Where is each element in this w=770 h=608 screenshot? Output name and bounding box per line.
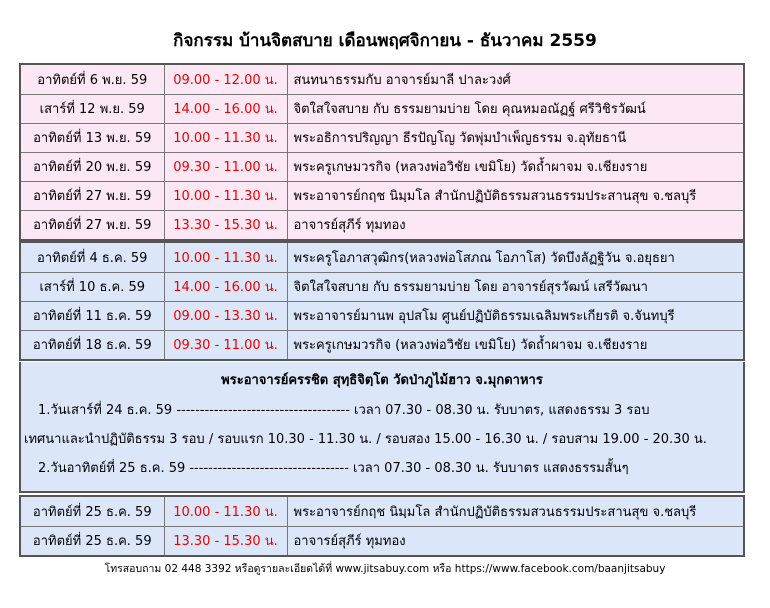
activity-cell: พระอาจารย์กฤช นิมฺมโล สำนักปฏิบัติธรรมสวนธรรมประสานสุข จ.ชลบุรี <box>287 497 743 526</box>
table-row <box>21 330 743 359</box>
time-cell: 09.00 - 12.00 น. <box>164 65 287 94</box>
time-cell: 10.00 - 11.30 น. <box>164 181 287 210</box>
table-row <box>21 301 743 330</box>
december-schedule <box>19 241 745 361</box>
table-row <box>21 123 743 152</box>
late-december-table <box>21 497 743 555</box>
date-cell: เสาร์ที่ 12 พ.ย. 59 <box>21 94 164 123</box>
activity-cell: พระอาจารย์กฤช นิมฺมโล สำนักปฏิบัติธรรมสวนธรรมประสานสุข จ.ชลบุรี <box>287 181 743 210</box>
november-schedule <box>19 63 745 241</box>
table-row <box>21 65 743 94</box>
time-cell: 13.30 - 15.30 น. <box>164 210 287 239</box>
page-title: กิจกรรม บ้านจิตสบาย เดือนพฤศจิกายน - ธันวาคม 2559 <box>173 31 597 51</box>
time-cell: 14.00 - 16.00 น. <box>164 94 287 123</box>
activity-cell: อาจารย์สุภีร์ ทุมทอง <box>287 526 743 555</box>
late-december-schedule <box>19 495 745 557</box>
date-cell: อาทิตย์ที่ 25 ธ.ค. 59 <box>21 497 164 526</box>
activity-cell: สนทนาธรรมกับ อาจารย์มาลี ปาละวงศ์ <box>287 65 743 94</box>
time-cell: 10.00 - 11.30 น. <box>164 497 287 526</box>
table-row <box>21 152 743 181</box>
date-cell: อาทิตย์ที่ 20 พ.ย. 59 <box>21 152 164 181</box>
table-row <box>21 497 743 526</box>
contact-footer: โทรสอบถาม 02 448 3392 หรือดูรายละเอียดได้ที่ www.jitsabuy.com หรือ https://www.facebook.com/baanjitsabuy <box>104 563 666 575</box>
time-cell: 09.00 - 13.30 น. <box>164 301 287 330</box>
table-row <box>21 181 743 210</box>
date-cell: อาทิตย์ที่ 27 พ.ย. 59 <box>21 181 164 210</box>
date-cell: อาทิตย์ที่ 18 ธ.ค. 59 <box>21 330 164 359</box>
time-cell: 13.30 - 15.30 น. <box>164 526 287 555</box>
date-cell: เสาร์ที่ 10 ธ.ค. 59 <box>21 272 164 301</box>
time-cell: 09.30 - 11.00 น. <box>164 330 287 359</box>
special-event-line-3: 2.วันอาทิตย์ที่ 25 ธ.ค. 59 ---------------------------------- เวลา 07.30 - 08.30 น. รับบาตร แสดงธรรมสั้นๆ <box>38 461 629 476</box>
date-cell: อาทิตย์ที่ 4 ธ.ค. 59 <box>21 243 164 272</box>
date-cell: อาทิตย์ที่ 6 พ.ย. 59 <box>21 65 164 94</box>
table-row <box>21 272 743 301</box>
time-cell: 10.00 - 11.30 น. <box>164 123 287 152</box>
activity-cell: พระครูเกษมวรกิจ (หลวงพ่อวิชัย เขมิโย) วัดถ้ำผาจม จ.เชียงราย <box>287 152 743 181</box>
special-event-line-2: เทศนาและนำปฏิบัติธรรม 3 รอบ / รอบแรก 10.30 - 11.30 น. / รอบสอง 15.00 - 16.30 น. / รอบสาม 19.00 - 20.30 น. <box>24 432 707 447</box>
date-cell: อาทิตย์ที่ 25 ธ.ค. 59 <box>21 526 164 555</box>
special-event-line-1: 1.วันเสาร์ที่ 24 ธ.ค. 59 ------------------------------------- เวลา 07.30 - 08.30 น. รับบาตร, แสดงธรรม 3 รอบ <box>38 403 650 418</box>
activity-cell: จิตใสใจสบาย กับ ธรรมยามบ่าย โดย คุณหมอณัฏฐ์ ศรีวิชิรวัฒน์ <box>287 94 743 123</box>
date-cell: อาทิตย์ที่ 13 พ.ย. 59 <box>21 123 164 152</box>
special-event-heading: พระอาจารย์ครรชิต สุทฺธิจิตฺโต วัดป่าภูไม้ฮาว จ.มุกดาหาร <box>221 373 543 388</box>
december-table <box>21 243 743 359</box>
activity-cell: พระอธิการปริญญา ธีรปัญโญ วัดพุ่มบำเพ็ญธรรม จ.อุทัยธานี <box>287 123 743 152</box>
activity-cell: อาจารย์สุภีร์ ทุมทอง <box>287 210 743 239</box>
november-table <box>21 65 743 239</box>
special-event-panel <box>19 362 745 493</box>
date-cell: อาทิตย์ที่ 11 ธ.ค. 59 <box>21 301 164 330</box>
activity-cell: พระครูโอภาสวุฒิกร(หลวงพ่อโสภณ โอภาโส) วัดบึงลัฏฐิวัน จ.อยุธยา <box>287 243 743 272</box>
table-row <box>21 94 743 123</box>
time-cell: 14.00 - 16.00 น. <box>164 272 287 301</box>
activity-cell: พระอาจารย์มานพ อุปสโม ศูนย์ปฏิบัติธรรมเฉลิมพระเกียรติ จ.จันทบุรี <box>287 301 743 330</box>
table-row <box>21 243 743 272</box>
activity-cell: จิตใสใจสบาย กับ ธรรมยามบ่าย โดย อาจารย์สุรวัฒน์ เสรีวัฒนา <box>287 272 743 301</box>
table-row <box>21 210 743 239</box>
time-cell: 10.00 - 11.30 น. <box>164 243 287 272</box>
table-row <box>21 526 743 555</box>
activity-cell: พระครูเกษมวรกิจ (หลวงพ่อวิชัย เขมิโย) วัดถ้ำผาจม จ.เชียงราย <box>287 330 743 359</box>
time-cell: 09.30 - 11.00 น. <box>164 152 287 181</box>
date-cell: อาทิตย์ที่ 27 พ.ย. 59 <box>21 210 164 239</box>
